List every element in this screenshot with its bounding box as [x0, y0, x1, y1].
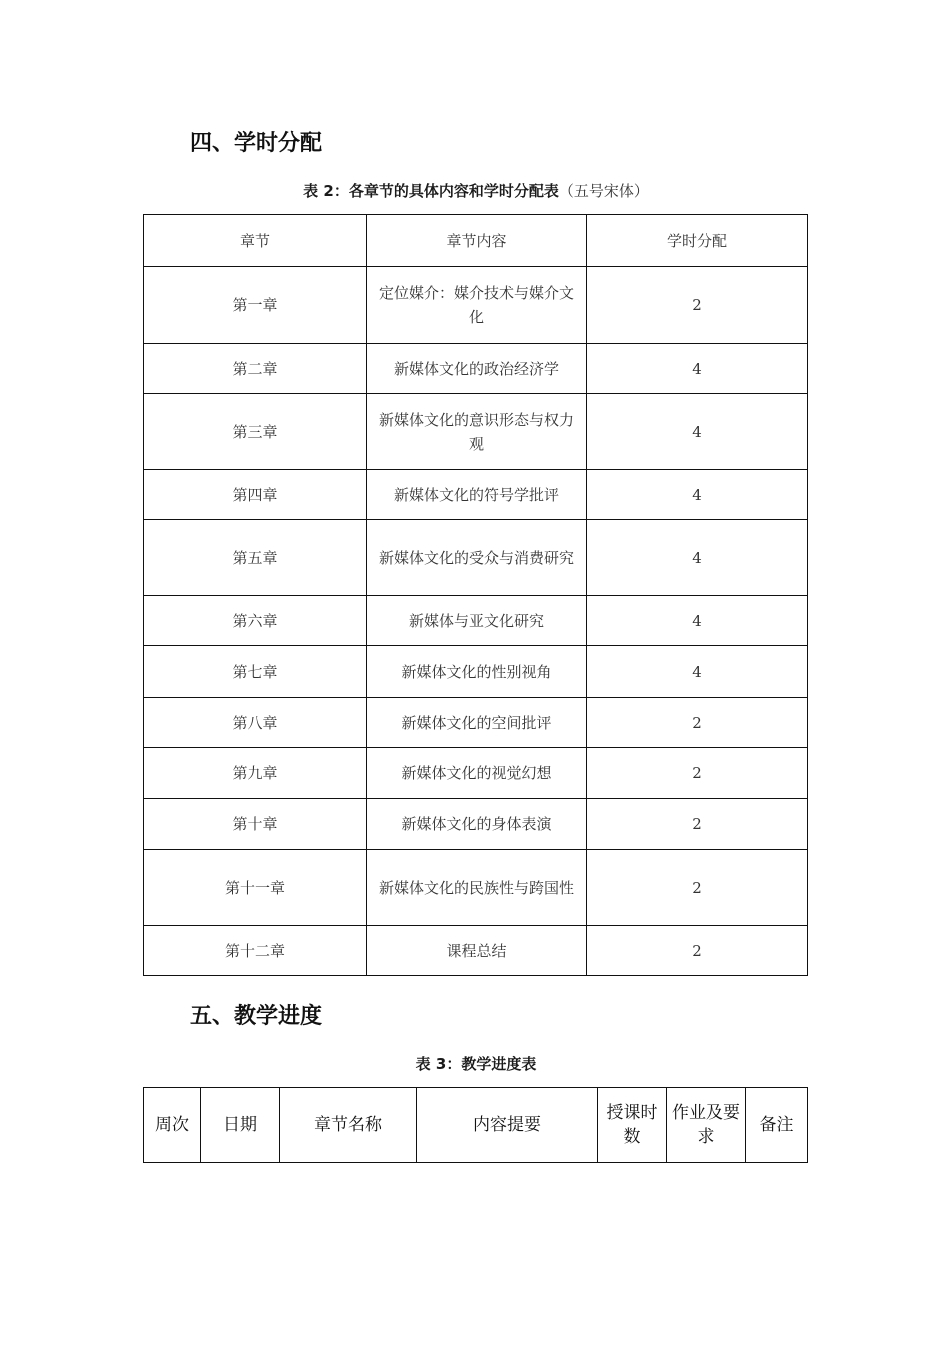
table3-caption-title: 表 3：教学进度表	[415, 1055, 537, 1073]
table3-caption	[0, 1053, 952, 1074]
cell-content: 新媒体文化的政治经济学	[367, 344, 587, 394]
cell-hours: 2	[587, 698, 808, 748]
table-row	[144, 520, 808, 596]
cell-content: 新媒体文化的性别视角	[367, 646, 587, 698]
cell-content: 新媒体文化的空间批评	[367, 698, 587, 748]
header-class-hours: 授课时数	[598, 1088, 667, 1163]
cell-hours: 2	[587, 748, 808, 799]
cell-hours: 4	[587, 596, 808, 646]
cell-content: 课程总结	[367, 926, 587, 976]
cell-hours: 2	[587, 926, 808, 976]
table2-caption-title: 表 2：各章节的具体内容和学时分配表	[303, 182, 559, 200]
cell-chapter: 第八章	[144, 698, 367, 748]
table-row	[144, 470, 808, 520]
cell-content: 新媒体文化的意识形态与权力观	[367, 394, 587, 470]
cell-hours: 2	[587, 799, 808, 850]
header-content-summary: 内容提要	[417, 1088, 598, 1163]
cell-hours: 4	[587, 394, 808, 470]
cell-content: 新媒体文化的符号学批评	[367, 470, 587, 520]
cell-hours: 2	[587, 850, 808, 926]
cell-hours: 4	[587, 344, 808, 394]
cell-hours: 4	[587, 470, 808, 520]
section-heading-hours: 四、学时分配	[190, 131, 323, 156]
teaching-schedule-table	[143, 1087, 808, 1163]
cell-chapter: 第四章	[144, 470, 367, 520]
header-assignment: 作业及要求	[667, 1088, 746, 1163]
table-row	[144, 646, 808, 698]
cell-chapter: 第三章	[144, 394, 367, 470]
table-header-row	[144, 1088, 808, 1163]
header-chapter: 章节	[144, 215, 367, 267]
cell-chapter: 第十一章	[144, 850, 367, 926]
table-row	[144, 799, 808, 850]
cell-content: 定位媒介：媒介技术与媒介文化	[367, 267, 587, 344]
cell-chapter: 第五章	[144, 520, 367, 596]
cell-chapter: 第一章	[144, 267, 367, 344]
table-header-row	[144, 215, 808, 267]
header-week: 周次	[144, 1088, 201, 1163]
section-heading-schedule: 五、教学进度	[190, 1004, 323, 1029]
header-content: 章节内容	[367, 215, 587, 267]
header-chapter-name: 章节名称	[280, 1088, 417, 1163]
table2-caption-note: （五号宋体）	[558, 182, 649, 200]
cell-content: 新媒体文化的民族性与跨国性	[367, 850, 587, 926]
table-row	[144, 748, 808, 799]
table2-caption	[0, 180, 952, 201]
table-row	[144, 926, 808, 976]
cell-content: 新媒体文化的身体表演	[367, 799, 587, 850]
header-remarks: 备注	[746, 1088, 808, 1163]
header-hours: 学时分配	[587, 215, 808, 267]
table-row	[144, 267, 808, 344]
cell-content: 新媒体文化的视觉幻想	[367, 748, 587, 799]
table-row	[144, 394, 808, 470]
table-row	[144, 344, 808, 394]
cell-chapter: 第十二章	[144, 926, 367, 976]
hours-allocation-table	[143, 214, 808, 976]
cell-hours: 4	[587, 646, 808, 698]
cell-chapter: 第九章	[144, 748, 367, 799]
cell-content: 新媒体文化的受众与消费研究	[367, 520, 587, 596]
cell-content: 新媒体与亚文化研究	[367, 596, 587, 646]
table-row	[144, 698, 808, 748]
table-row	[144, 596, 808, 646]
cell-hours: 4	[587, 520, 808, 596]
cell-chapter: 第二章	[144, 344, 367, 394]
cell-hours: 2	[587, 267, 808, 344]
cell-chapter: 第六章	[144, 596, 367, 646]
cell-chapter: 第十章	[144, 799, 367, 850]
table-row	[144, 850, 808, 926]
header-date: 日期	[201, 1088, 280, 1163]
cell-chapter: 第七章	[144, 646, 367, 698]
